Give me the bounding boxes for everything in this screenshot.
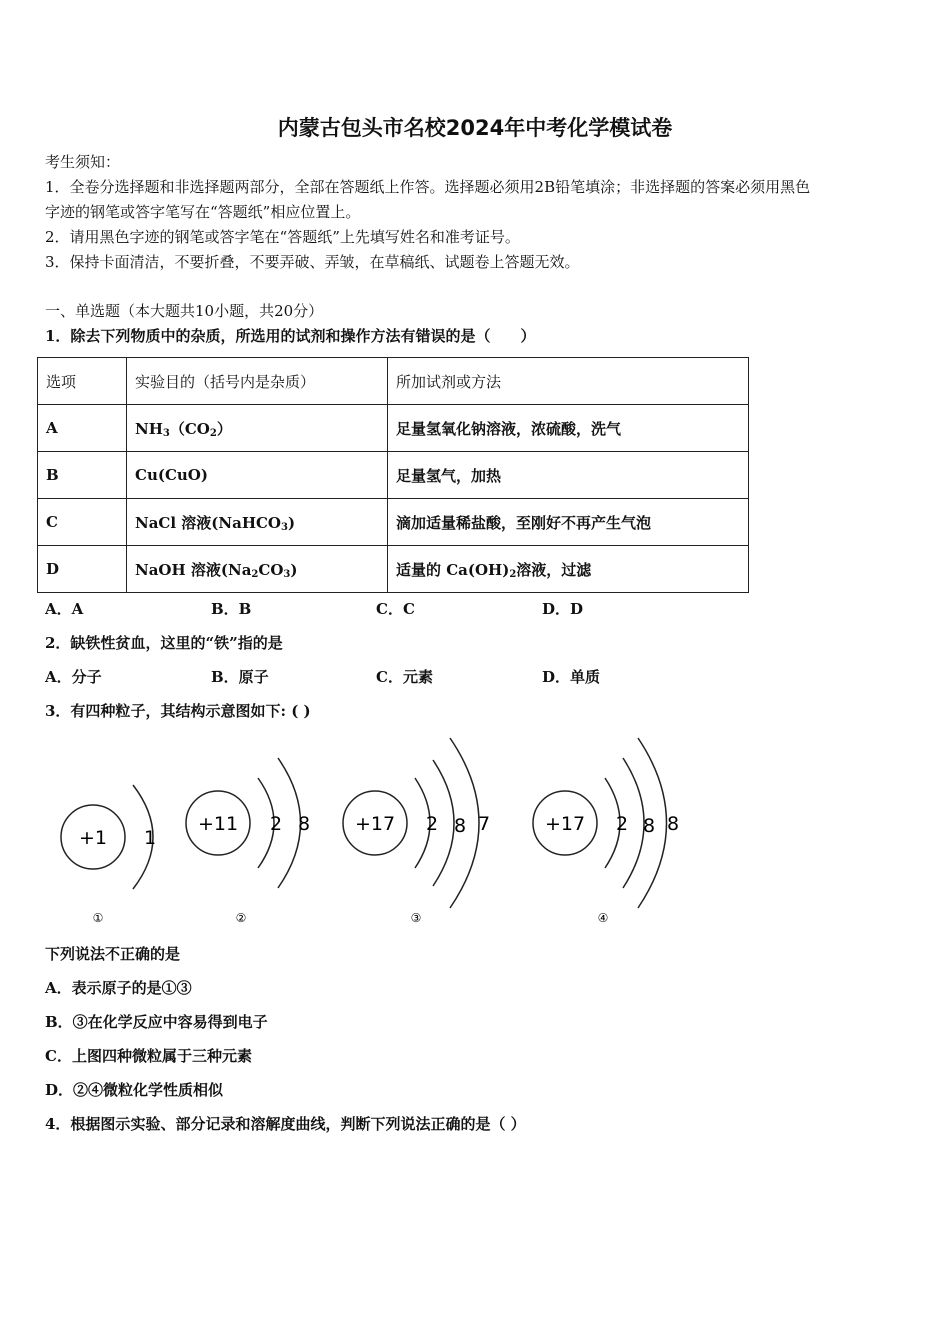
method-cell: 滴加适量稀盐酸，至刚好不再产生气泡 (388, 499, 749, 546)
shell-count: 7 (477, 813, 491, 835)
purpose-cell: Cu(CuO) (127, 452, 388, 499)
option-a[interactable]: A．A (45, 600, 84, 618)
notice-item: 2．请用黑色字迹的钢笔或答字笔在“答题纸”上先填写姓名和准考证号。 (45, 228, 520, 246)
question-4-stem: 4．根据图示实验、部分记录和溶解度曲线，判断下列说法正确的是（ ） (45, 1115, 526, 1133)
shell-count: 8 (666, 813, 680, 835)
option-b[interactable]: B．B (211, 600, 252, 618)
shell-count: 8 (642, 815, 656, 837)
particle-2 (186, 758, 310, 925)
section-heading: 一、单选题（本大题共10小题，共20分） (45, 302, 324, 320)
shell-count: 2 (425, 813, 439, 835)
question-1-table (37, 357, 749, 593)
notice-item: 3．保持卡面清洁，不要折叠，不要弄破、弄皱，在草稿纸、试题卷上答题无效。 (45, 253, 580, 271)
nucleus-label: +1 (78, 827, 108, 849)
notice-heading: 考生须知： (45, 153, 121, 171)
option-cell: B (38, 452, 127, 499)
table-header-row (38, 358, 749, 405)
particle-3 (343, 738, 490, 925)
method-cell: 适量的 $Ca(OH)_2$溶液，过滤 (388, 546, 749, 593)
notice-item: 字迹的钢笔或答字笔写在“答题纸”相应位置上。 (45, 203, 361, 221)
nucleus-label: +17 (544, 813, 586, 835)
particle-label: ④ (597, 911, 609, 925)
option-d[interactable]: D．单质 (542, 668, 601, 686)
table-header-cell: 实验目的（括号内是杂质） (127, 358, 388, 405)
particle-label: ② (235, 911, 247, 925)
particle-label: ③ (410, 911, 422, 925)
shell-count: 8 (297, 813, 311, 835)
particle-4 (533, 738, 679, 925)
option-cell: C (38, 499, 127, 546)
option-c[interactable]: C．上图四种微粒属于三种元素 (45, 1047, 252, 1065)
option-a[interactable]: A．分子 (45, 668, 102, 686)
option-b[interactable]: B．③在化学反应中容易得到电子 (45, 1013, 268, 1031)
table-row (38, 546, 749, 593)
table-row (38, 405, 749, 452)
atomic-structure-diagram (40, 730, 700, 930)
option-cell: D (38, 546, 127, 593)
table-header-cell: 选项 (38, 358, 127, 405)
table-row (38, 452, 749, 499)
table-row (38, 499, 749, 546)
option-c[interactable]: C．元素 (376, 668, 433, 686)
particle-label: ① (92, 911, 104, 925)
option-d[interactable]: D．D (542, 600, 584, 618)
question-3-stem: 3．有四种粒子，其结构示意图如下: ( ) (45, 702, 311, 720)
shell-count: 2 (615, 813, 629, 835)
option-a[interactable]: A．表示原子的是①③ (45, 979, 192, 997)
method-cell: 足量氢气，加热 (388, 452, 749, 499)
question-1-stem: 1．除去下列物质中的杂质，所选用的试剂和操作方法有错误的是（ ） (45, 327, 536, 345)
purpose-cell: $NH_3(CO_2)$ (127, 405, 388, 452)
option-d[interactable]: D．②④微粒化学性质相似 (45, 1081, 224, 1099)
nucleus-label: +17 (354, 813, 396, 835)
particle-1 (61, 785, 156, 925)
option-b[interactable]: B．原子 (211, 668, 269, 686)
shell-count: 1 (143, 827, 157, 849)
question-3-prompt: 下列说法不正确的是 (45, 945, 181, 963)
nucleus-label: +11 (197, 813, 239, 835)
method-cell: 足量氢氧化钠溶液，浓硫酸，洗气 (388, 405, 749, 452)
question-2-stem: 2．缺铁性贫血，这里的“铁”指的是 (45, 634, 283, 652)
shell-count: 2 (269, 813, 283, 835)
notice-item: 1．全卷分选择题和非选择题两部分，全部在答题纸上作答。选择题必须用2B铅笔填涂；非选择题的答案必须用黑色 (45, 178, 811, 196)
purpose-cell: NaOH 溶液$(Na_2CO_3)$ (127, 546, 388, 593)
option-cell: A (38, 405, 127, 452)
page-title: 内蒙古包头市名校2024年中考化学模试卷 (277, 116, 673, 140)
option-c[interactable]: C．C (376, 600, 415, 618)
table-header-cell: 所加试剂或方法 (388, 358, 749, 405)
shell-count: 8 (453, 815, 467, 837)
purpose-cell: NaCl 溶液(NaHCO$_3$) (127, 499, 388, 546)
